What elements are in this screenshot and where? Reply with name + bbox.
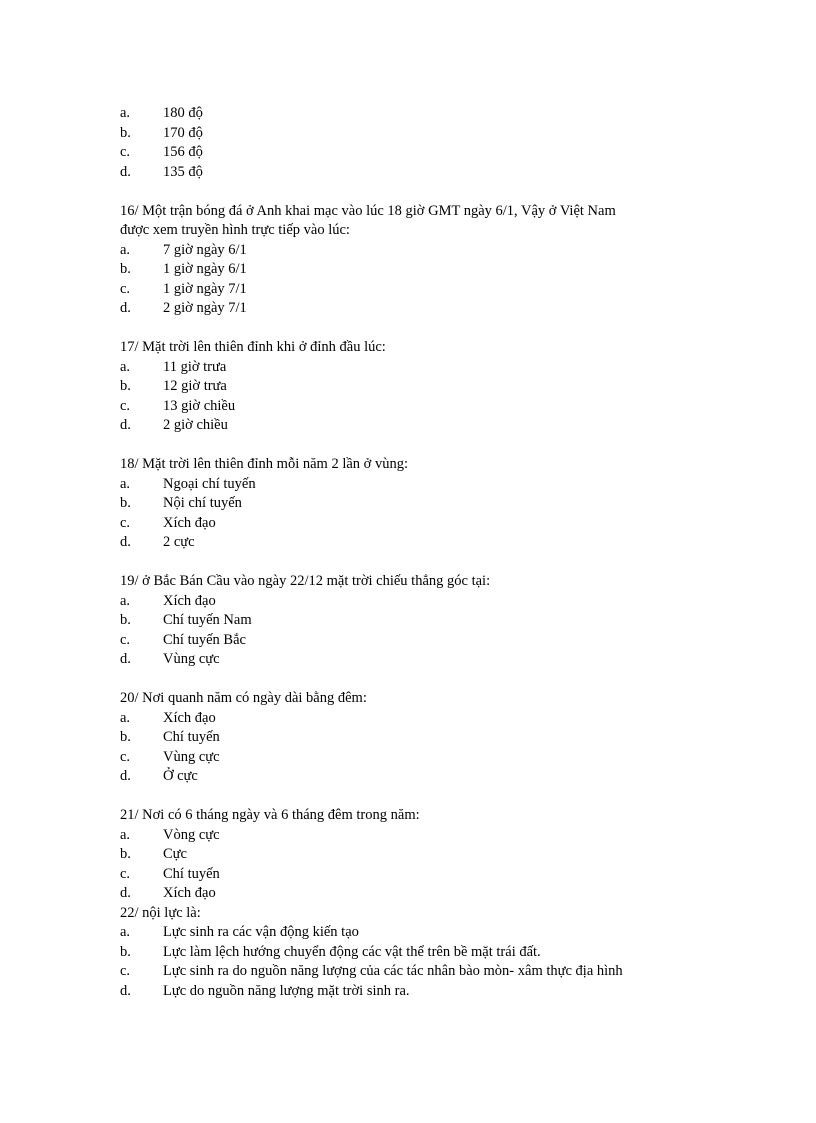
option-b: [120, 611, 680, 631]
option-letter: c.: [120, 748, 131, 765]
option-d: [120, 416, 680, 436]
question-18: [120, 455, 680, 475]
option-text: Cực: [163, 846, 187, 862]
option-a: [120, 826, 680, 846]
option-text: Xích đạo: [163, 514, 216, 531]
question-16-line-1: [120, 202, 680, 222]
option-text: Chí tuyến: [163, 729, 220, 745]
option-text: 156 độ: [163, 144, 203, 160]
option-letter: c.: [120, 631, 131, 648]
option-a: [120, 592, 680, 612]
option-letter: b.: [120, 943, 131, 960]
option-text: Xích đạo: [163, 885, 216, 901]
option-text: Nội chí tuyến: [163, 495, 242, 511]
option-text: 180 độ: [163, 105, 203, 121]
question-16-line-2: [120, 221, 680, 241]
question-text: 19/ ở Bắc Bán Cầu vào ngày 22/12 mặt trời chiếu thẳng góc tại:: [120, 573, 491, 589]
option-text: Chí tuyến Nam: [163, 612, 252, 628]
option-letter: b.: [120, 729, 131, 745]
option-letter: a.: [120, 241, 131, 258]
option-letter: c.: [120, 514, 131, 531]
option-letter: b.: [120, 495, 131, 511]
option-letter: a.: [120, 358, 131, 375]
option-letter: d.: [120, 417, 131, 433]
option-letter: a.: [120, 826, 131, 843]
option-text: Ngoại chí tuyến: [163, 475, 256, 492]
option-text: 12 giờ trưa: [163, 378, 227, 394]
option-text: Vùng cực: [163, 748, 220, 765]
option-letter: b.: [120, 261, 131, 277]
option-d: [120, 163, 680, 183]
option-a: [120, 709, 680, 729]
option-text: Lực do nguồn năng lượng mặt trời sinh ra.: [163, 982, 410, 999]
option-d: [120, 650, 680, 670]
option-letter: d.: [120, 163, 131, 180]
option-c: [120, 397, 680, 417]
option-b: [120, 845, 680, 865]
option-text: Vùng cực: [163, 651, 220, 667]
question-text: 20/ Nơi quanh năm có ngày dài bằng đêm:: [120, 690, 367, 706]
option-text: Xích đạo: [163, 592, 216, 609]
option-b: [120, 377, 680, 397]
option-letter: a.: [120, 592, 131, 609]
option-a: [120, 241, 680, 261]
option-letter: d.: [120, 885, 131, 901]
option-a: [120, 475, 680, 495]
option-text: Xích đạo: [163, 709, 216, 726]
option-letter: b.: [120, 124, 131, 141]
option-letter: c.: [120, 144, 131, 160]
option-letter: a.: [120, 105, 131, 121]
option-text: 1 giờ ngày 7/1: [163, 280, 247, 297]
option-letter: c.: [120, 397, 131, 414]
option-letter: b.: [120, 846, 131, 862]
option-d: [120, 884, 680, 904]
option-b: [120, 494, 680, 514]
option-b: [120, 124, 680, 144]
question-21: [120, 806, 680, 826]
option-a: [120, 358, 680, 378]
option-d: [120, 767, 680, 787]
option-a: [120, 104, 680, 124]
question-text: 17/ Mặt trời lên thiên đỉnh khi ở đỉnh đầu lúc:: [120, 339, 386, 355]
option-text: Vòng cực: [163, 826, 220, 843]
question-text: 16/ Một trận bóng đá ở Anh khai mạc vào lúc 18 giờ GMT ngày 6/1, Vậy ở Việt Nam: [120, 202, 616, 219]
option-text: 170 độ: [163, 124, 203, 141]
option-letter: d.: [120, 300, 131, 316]
option-letter: d.: [120, 768, 131, 784]
question-text: được xem truyền hình trực tiếp vào lúc:: [120, 222, 350, 238]
option-d: [120, 982, 680, 1002]
option-letter: d.: [120, 534, 131, 550]
option-c: [120, 631, 680, 651]
question-text: 18/ Mặt trời lên thiên đỉnh mỗi năm 2 lần ở vùng:: [120, 456, 408, 472]
option-a: [120, 923, 680, 943]
option-d: [120, 299, 680, 319]
option-b: [120, 260, 680, 280]
option-text: 11 giờ trưa: [163, 358, 227, 375]
option-c: [120, 865, 680, 885]
option-text: 7 giờ ngày 6/1: [163, 241, 247, 258]
option-letter: c.: [120, 280, 131, 297]
option-text: Chí tuyến Bắc: [163, 631, 246, 648]
option-text: 2 giờ chiều: [163, 417, 228, 433]
question-text: 21/ Nơi có 6 tháng ngày và 6 tháng đêm trong năm:: [120, 807, 420, 823]
option-c: [120, 962, 680, 982]
option-text: 1 giờ ngày 6/1: [163, 261, 247, 277]
option-text: Lực sinh ra do nguồn năng lượng của các tác nhân bào mòn- xâm thực địa hình: [163, 963, 623, 979]
option-text: Chí tuyến: [163, 865, 220, 882]
option-letter: a.: [120, 924, 131, 940]
option-text: Lực làm lệch hướng chuyển động các vật thể trên bề mặt trái đất.: [163, 943, 541, 960]
option-letter: b.: [120, 612, 131, 628]
option-c: [120, 280, 680, 300]
option-c: [120, 748, 680, 768]
option-text: 135 độ: [163, 163, 203, 180]
question-17: [120, 338, 680, 358]
question-19: [120, 572, 680, 592]
question-list: [120, 104, 680, 1001]
option-c: [120, 143, 680, 163]
option-letter: a.: [120, 709, 131, 726]
option-d: [120, 533, 680, 553]
option-text: Lực sinh ra các vận động kiến tạo: [163, 924, 359, 940]
option-letter: a.: [120, 475, 131, 492]
option-text: 13 giờ chiều: [163, 397, 236, 414]
question-20: [120, 689, 680, 709]
option-letter: b.: [120, 378, 131, 394]
option-text: 2 giờ ngày 7/1: [163, 300, 247, 316]
option-c: [120, 514, 680, 534]
option-letter: d.: [120, 651, 131, 667]
question-22: [120, 904, 680, 924]
option-text: 2 cực: [163, 534, 195, 550]
option-letter: d.: [120, 982, 131, 999]
question-text: 22/ nội lực là:: [120, 904, 201, 921]
option-text: Ở cực: [163, 768, 198, 784]
option-letter: c.: [120, 963, 131, 979]
option-letter: c.: [120, 865, 131, 882]
option-b: [120, 728, 680, 748]
option-b: [120, 943, 680, 963]
